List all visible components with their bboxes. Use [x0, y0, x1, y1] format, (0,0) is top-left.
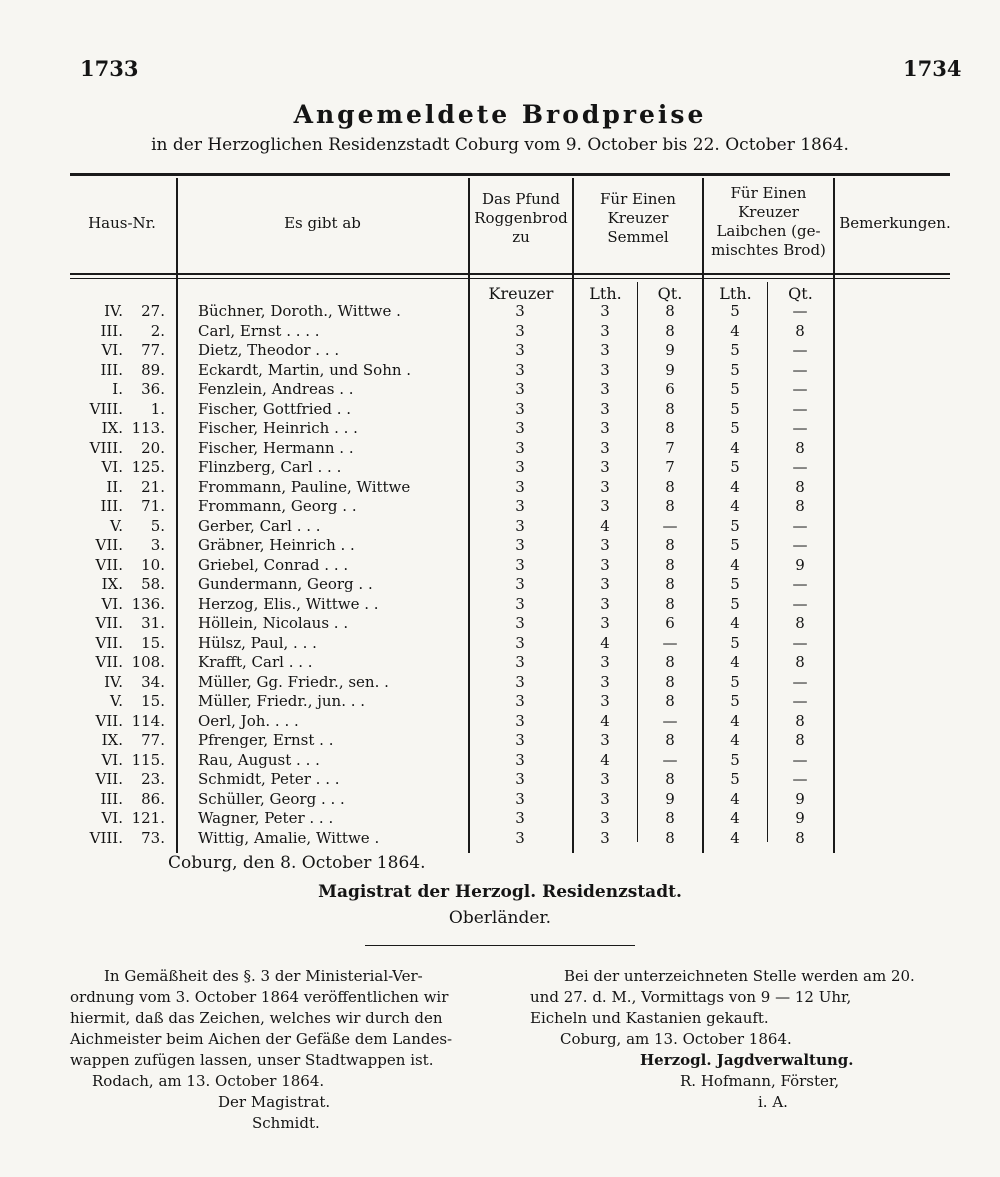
house-number: 136.: [131, 594, 165, 613]
page-number-left: 1733: [80, 56, 139, 81]
laibchen-qt: —: [792, 692, 808, 710]
unit-qt-2: Qt.: [788, 284, 813, 303]
semmel-qt: 8: [665, 302, 675, 320]
table-row: [0, 712, 1000, 732]
table-row: [0, 497, 1000, 517]
laibchen-lth: 5: [730, 594, 740, 613]
table-row: [0, 692, 1000, 712]
header-semmel: Für Einen Kreuzer Semmel: [600, 190, 676, 246]
pfund-price: 3: [515, 809, 525, 827]
house-number: 23.: [141, 770, 165, 788]
semmel-lth: 3: [600, 770, 610, 788]
table-row: [0, 829, 1000, 849]
pfund-price: 3: [515, 731, 525, 749]
laibchen-qt: 8: [795, 438, 805, 457]
laibchen-lth: 4: [730, 477, 740, 496]
baker-name: Oerl, Joh. . . .: [198, 711, 299, 730]
house-roman: IX.: [101, 575, 123, 593]
house-number: 21.: [141, 477, 165, 496]
baker-name: Müller, Gg. Friedr., sen. .: [198, 672, 389, 691]
house-roman: VIII.: [89, 438, 123, 457]
baker-name: Hülsz, Paul, . . .: [198, 633, 317, 652]
pfund-price: 3: [515, 770, 525, 788]
table-top-rule: [70, 173, 950, 176]
baker-name: Büchner, Doroth., Wittwe .: [198, 302, 401, 320]
house-roman: V.: [110, 516, 123, 535]
house-roman: VIII.: [89, 399, 123, 418]
semmel-qt: 7: [665, 458, 675, 476]
laibchen-lth: 5: [730, 516, 740, 535]
semmel-lth: 4: [600, 750, 610, 769]
laibchen-qt: —: [792, 633, 808, 652]
table-row: [0, 653, 1000, 673]
table-row: [0, 790, 1000, 810]
table-row: [0, 439, 1000, 459]
house-number: 3.: [150, 536, 165, 554]
pfund-price: 3: [515, 672, 525, 691]
laibchen-qt: 8: [795, 828, 805, 847]
house-number: 27.: [141, 302, 165, 320]
semmel-qt: 8: [665, 477, 675, 496]
semmel-qt: 6: [665, 380, 675, 398]
semmel-qt: 9: [665, 341, 675, 359]
laibchen-qt: 8: [795, 731, 805, 749]
baker-name: Schüller, Georg . . .: [198, 789, 345, 808]
semmel-lth: 3: [600, 360, 610, 379]
laibchen-lth: 5: [730, 380, 740, 398]
house-number: 125.: [131, 458, 165, 476]
house-number: 15.: [141, 692, 165, 710]
house-roman: IX.: [101, 731, 123, 749]
laibchen-qt: 8: [795, 614, 805, 632]
pfund-price: 3: [515, 438, 525, 457]
table-row: [0, 751, 1000, 771]
baker-name: Schmidt, Peter . . .: [198, 770, 340, 788]
semmel-qt: 8: [665, 321, 675, 340]
semmel-lth: 4: [600, 633, 610, 652]
laibchen-qt: 8: [795, 653, 805, 671]
house-number: 71.: [141, 497, 165, 515]
house-roman: I.: [112, 380, 123, 398]
semmel-lth: 3: [600, 555, 610, 574]
house-roman: VII.: [95, 555, 123, 574]
pfund-price: 3: [515, 575, 525, 593]
pfund-price: 3: [515, 321, 525, 340]
laibchen-lth: 4: [730, 497, 740, 515]
header-bemerkungen: Bemerkungen.: [839, 214, 951, 232]
laibchen-lth: 4: [730, 809, 740, 827]
laibchen-lth: 4: [730, 555, 740, 574]
baker-name: Carl, Ernst . . . .: [198, 321, 320, 340]
table-row: [0, 634, 1000, 654]
laibchen-lth: 5: [730, 692, 740, 710]
laibchen-qt: 9: [795, 555, 805, 574]
baker-name: Gerber, Carl . . .: [198, 516, 321, 535]
magistrat-line: Magistrat der Herzogl. Residenzstadt.: [318, 882, 682, 902]
house-number: 1.: [150, 399, 165, 418]
semmel-lth: 3: [600, 692, 610, 710]
unit-qt-1: Qt.: [657, 284, 683, 303]
baker-name: Gräbner, Heinrich . .: [198, 536, 355, 554]
pfund-price: 3: [515, 399, 525, 418]
table-row: [0, 361, 1000, 381]
house-number: 15.: [141, 633, 165, 652]
laibchen-qt: —: [792, 419, 808, 437]
house-roman: VI.: [101, 594, 123, 613]
baker-name: Fischer, Hermann . .: [198, 438, 354, 457]
pfund-price: 3: [515, 653, 525, 671]
header-pfund: Das Pfund Roggenbrod zu: [474, 190, 568, 246]
baker-name: Griebel, Conrad . . .: [198, 555, 349, 574]
semmel-qt: 8: [665, 594, 675, 613]
table-row: [0, 575, 1000, 595]
pfund-price: 3: [515, 458, 525, 476]
semmel-lth: 4: [600, 711, 610, 730]
house-roman: V.: [110, 692, 123, 710]
table-row: [0, 341, 1000, 361]
notice-right: Bei der unterzeichneten Stelle werden am 20. und 27. d. M., Vormittags von 9 — 12 Uhr, Eicheln und Kastanien gekauft. Coburg, am 13. October 1864. Herzogl. Jagdverwaltung. R. Hofmann, Förster, i. A.: [530, 967, 915, 1111]
laibchen-qt: 8: [795, 477, 805, 496]
house-number: 5.: [150, 516, 165, 535]
pfund-price: 3: [515, 302, 525, 320]
baker-name: Wagner, Peter . . .: [198, 809, 334, 827]
baker-name: Rau, August . . .: [198, 750, 320, 769]
house-number: 73.: [141, 828, 165, 847]
laibchen-qt: —: [792, 360, 808, 379]
dateline: Coburg, den 8. October 1864.: [168, 853, 426, 873]
pfund-price: 3: [515, 633, 525, 652]
semmel-lth: 4: [600, 516, 610, 535]
laibchen-lth: 4: [730, 438, 740, 457]
laibchen-lth: 5: [730, 633, 740, 652]
table-row: [0, 400, 1000, 420]
baker-name: Flinzberg, Carl . . .: [198, 458, 342, 476]
pfund-price: 3: [515, 614, 525, 632]
semmel-lth: 3: [600, 828, 610, 847]
semmel-qt: —: [662, 711, 678, 730]
pfund-price: 3: [515, 789, 525, 808]
baker-name: Herzog, Elis., Wittwe . .: [198, 594, 379, 613]
house-roman: IV.: [104, 672, 123, 691]
table-header-rule: [70, 273, 950, 275]
semmel-lth: 3: [600, 380, 610, 398]
semmel-lth: 3: [600, 419, 610, 437]
baker-name: Fenzlein, Andreas . .: [198, 380, 354, 398]
table-row: [0, 809, 1000, 829]
semmel-lth: 3: [600, 438, 610, 457]
house-roman: VII.: [95, 770, 123, 788]
semmel-lth: 3: [600, 399, 610, 418]
semmel-lth: 3: [600, 302, 610, 320]
laibchen-lth: 4: [730, 828, 740, 847]
laibchen-lth: 5: [730, 341, 740, 359]
laibchen-lth: 5: [730, 672, 740, 691]
unit-lth-2: Lth.: [719, 284, 752, 303]
house-roman: III.: [100, 360, 123, 379]
laibchen-lth: 4: [730, 653, 740, 671]
semmel-qt: 8: [665, 419, 675, 437]
house-roman: III.: [100, 789, 123, 808]
semmel-lth: 3: [600, 536, 610, 554]
baker-name: Fischer, Heinrich . . .: [198, 419, 358, 437]
header-name: Es gibt ab: [284, 214, 361, 232]
house-roman: VIII.: [89, 828, 123, 847]
baker-name: Frommann, Georg . .: [198, 497, 357, 515]
table-row: [0, 673, 1000, 693]
document-subtitle: in der Herzoglichen Residenzstadt Coburg vom 9. October bis 22. October 1864.: [151, 135, 849, 155]
semmel-lth: 3: [600, 731, 610, 749]
house-roman: IV.: [104, 302, 123, 320]
table-row: [0, 419, 1000, 439]
laibchen-lth: 4: [730, 711, 740, 730]
house-roman: IX.: [101, 419, 123, 437]
header-haus-nr: Haus-Nr.: [88, 214, 156, 232]
laibchen-qt: —: [792, 536, 808, 554]
baker-name: Dietz, Theodor . . .: [198, 341, 340, 359]
baker-name: Krafft, Carl . . .: [198, 653, 313, 671]
laibchen-qt: 9: [795, 809, 805, 827]
house-roman: VII.: [95, 633, 123, 652]
semmel-qt: 8: [665, 497, 675, 515]
house-number: 20.: [141, 438, 165, 457]
laibchen-lth: 5: [730, 302, 740, 320]
table-row: [0, 517, 1000, 537]
house-roman: VII.: [95, 536, 123, 554]
laibchen-lth: 4: [730, 614, 740, 632]
semmel-qt: 8: [665, 672, 675, 691]
laibchen-qt: —: [792, 516, 808, 535]
pfund-price: 3: [515, 419, 525, 437]
unit-lth-1: Lth.: [589, 284, 622, 303]
house-number: 2.: [150, 321, 165, 340]
laibchen-qt: 8: [795, 321, 805, 340]
laibchen-qt: —: [792, 770, 808, 788]
signer: Oberländer.: [448, 908, 552, 928]
laibchen-qt: —: [792, 458, 808, 476]
house-number: 34.: [141, 672, 165, 691]
table-header-rule-2: [70, 278, 950, 279]
laibchen-lth: 5: [730, 360, 740, 379]
laibchen-qt: —: [792, 672, 808, 691]
house-number: 77.: [141, 341, 165, 359]
table-row: [0, 770, 1000, 790]
semmel-qt: 9: [665, 789, 675, 808]
laibchen-qt: —: [792, 399, 808, 418]
laibchen-qt: —: [792, 341, 808, 359]
laibchen-qt: —: [792, 594, 808, 613]
semmel-lth: 3: [600, 477, 610, 496]
table-row: [0, 614, 1000, 634]
house-number: 108.: [131, 653, 165, 671]
semmel-qt: 8: [665, 731, 675, 749]
laibchen-lth: 4: [730, 321, 740, 340]
house-roman: VI.: [101, 809, 123, 827]
laibchen-lth: 4: [730, 731, 740, 749]
laibchen-lth: 5: [730, 399, 740, 418]
laibchen-qt: 8: [795, 711, 805, 730]
semmel-lth: 3: [600, 653, 610, 671]
laibchen-lth: 5: [730, 536, 740, 554]
semmel-lth: 3: [600, 809, 610, 827]
house-number: 10.: [141, 555, 165, 574]
semmel-qt: 8: [665, 828, 675, 847]
laibchen-lth: 5: [730, 770, 740, 788]
house-number: 58.: [141, 575, 165, 593]
pfund-price: 3: [515, 497, 525, 515]
semmel-qt: 9: [665, 360, 675, 379]
house-number: 89.: [141, 360, 165, 379]
house-roman: II.: [106, 477, 123, 496]
table-row: [0, 380, 1000, 400]
pfund-price: 3: [515, 477, 525, 496]
laibchen-qt: —: [792, 750, 808, 769]
page-number-right: 1734: [903, 56, 962, 81]
pfund-price: 3: [515, 380, 525, 398]
semmel-qt: 8: [665, 653, 675, 671]
house-number: 86.: [141, 789, 165, 808]
table-row: [0, 595, 1000, 615]
semmel-qt: 8: [665, 809, 675, 827]
laibchen-lth: 5: [730, 458, 740, 476]
pfund-price: 3: [515, 536, 525, 554]
semmel-qt: 7: [665, 438, 675, 457]
semmel-qt: 8: [665, 399, 675, 418]
baker-name: Eckardt, Martin, und Sohn .: [198, 360, 412, 379]
pfund-price: 3: [515, 360, 525, 379]
table-row: [0, 556, 1000, 576]
table-row: [0, 322, 1000, 342]
semmel-lth: 3: [600, 575, 610, 593]
header-laibchen: Für Einen Kreuzer Laibchen (ge- mischtes Brod): [711, 184, 826, 259]
house-number: 115.: [131, 750, 165, 769]
pfund-price: 3: [515, 341, 525, 359]
semmel-qt: —: [662, 516, 678, 535]
house-roman: III.: [100, 321, 123, 340]
price-table-body: [0, 302, 1000, 848]
table-row: [0, 536, 1000, 556]
house-number: 31.: [141, 614, 165, 632]
semmel-lth: 3: [600, 594, 610, 613]
house-roman: VII.: [95, 614, 123, 632]
house-roman: VI.: [101, 458, 123, 476]
semmel-qt: —: [662, 750, 678, 769]
pfund-price: 3: [515, 692, 525, 710]
house-roman: VII.: [95, 653, 123, 671]
baker-name: Fischer, Gottfried . .: [198, 399, 352, 418]
house-number: 77.: [141, 731, 165, 749]
baker-name: Frommann, Pauline, Wittwe: [198, 477, 411, 496]
semmel-lth: 3: [600, 497, 610, 515]
semmel-lth: 3: [600, 672, 610, 691]
laibchen-lth: 5: [730, 750, 740, 769]
semmel-lth: 3: [600, 614, 610, 632]
baker-name: Wittig, Amalie, Wittwe .: [198, 828, 380, 847]
laibchen-qt: —: [792, 575, 808, 593]
table-row: [0, 731, 1000, 751]
notice-left: In Gemäßheit des §. 3 der Ministerial-Ver- ordnung vom 3. October 1864 veröffentlichen wir hiermit, daß das Zeichen, welches wir durch den Aichmeister beim Aichen der Gefäße dem Landes- wappen zufügen lassen, unser Stadtwappen ist. Rodach, am 13. October 1864. Der Magistrat. Schmidt.: [70, 967, 453, 1132]
semmel-qt: 8: [665, 536, 675, 554]
baker-name: Gundermann, Georg . .: [198, 575, 373, 593]
table-row: [0, 458, 1000, 478]
semmel-lth: 3: [600, 341, 610, 359]
pfund-price: 3: [515, 516, 525, 535]
pfund-price: 3: [515, 594, 525, 613]
house-roman: VI.: [101, 750, 123, 769]
laibchen-qt: 8: [795, 497, 805, 515]
pfund-price: 3: [515, 555, 525, 574]
pfund-price: 3: [515, 711, 525, 730]
semmel-qt: —: [662, 633, 678, 652]
house-number: 113.: [131, 419, 165, 437]
semmel-lth: 3: [600, 458, 610, 476]
pfund-price: 3: [515, 828, 525, 847]
house-number: 114.: [131, 711, 165, 730]
baker-name: Höllein, Nicolaus . .: [198, 614, 349, 632]
laibchen-lth: 4: [730, 789, 740, 808]
unit-kreuzer: Kreuzer: [488, 284, 554, 303]
semmel-qt: 6: [665, 614, 675, 632]
house-number: 36.: [141, 380, 165, 398]
section-divider: [365, 945, 635, 946]
semmel-lth: 3: [600, 321, 610, 340]
table-row: [0, 478, 1000, 498]
house-number: 121.: [131, 809, 165, 827]
house-roman: VI.: [101, 341, 123, 359]
pfund-price: 3: [515, 750, 525, 769]
document-title: Angemeldete Brodpreise: [293, 100, 707, 129]
semmel-qt: 8: [665, 555, 675, 574]
baker-name: Pfrenger, Ernst . .: [198, 731, 334, 749]
table-row: [0, 302, 1000, 322]
semmel-qt: 8: [665, 770, 675, 788]
semmel-qt: 8: [665, 692, 675, 710]
laibchen-qt: 9: [795, 789, 805, 808]
laibchen-lth: 5: [730, 575, 740, 593]
laibchen-lth: 5: [730, 419, 740, 437]
laibchen-qt: —: [792, 380, 808, 398]
house-roman: III.: [100, 497, 123, 515]
laibchen-qt: —: [792, 302, 808, 320]
house-roman: VII.: [95, 711, 123, 730]
semmel-lth: 3: [600, 789, 610, 808]
semmel-qt: 8: [665, 575, 675, 593]
baker-name: Müller, Friedr., jun. . .: [198, 692, 366, 710]
